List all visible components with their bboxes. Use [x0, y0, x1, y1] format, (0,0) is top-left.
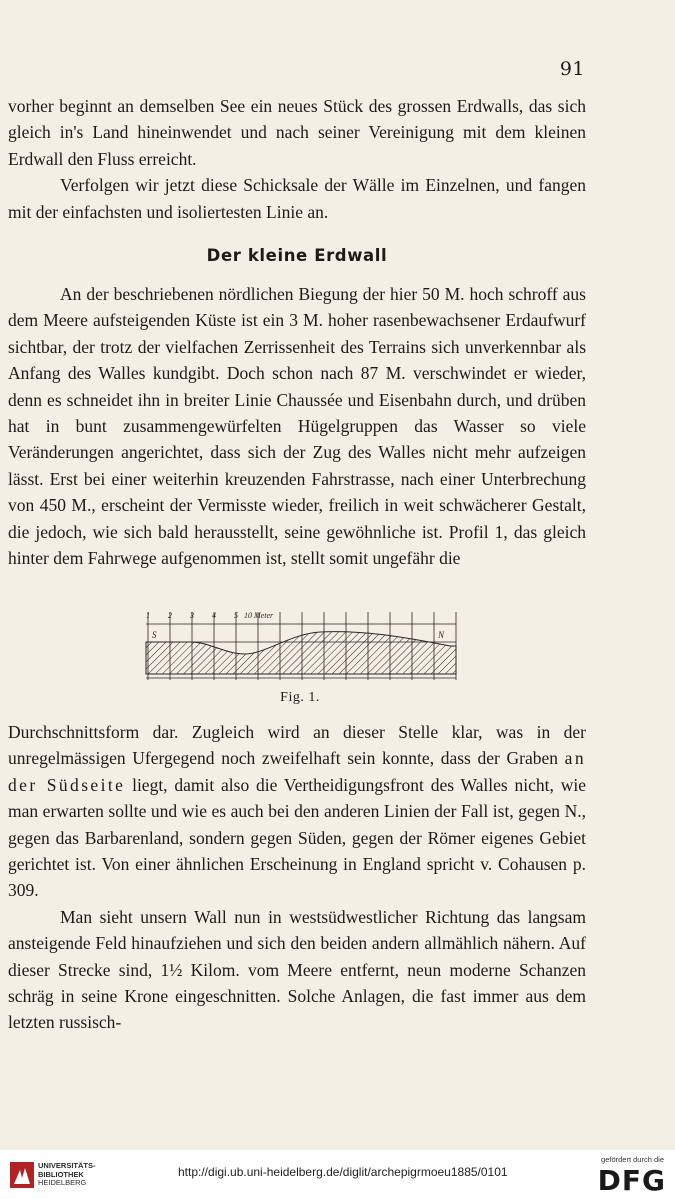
paragraph-top-2: Verfolgen wir jetzt diese Schicksale der Wälle im Einzelnen, und fangen mit der einfachsten und isoliertesten Linie an. [8, 175, 586, 222]
scale-label: 10 Meter [244, 611, 274, 620]
dfg-logo: DFG [597, 1164, 666, 1197]
scale-tick-3: 3 [190, 611, 194, 620]
ground-profile [146, 632, 456, 674]
scale-tick-2: 2 [168, 611, 172, 620]
paragraph-after-figure-part2: liegt, damit also die Vertheidigungsfront des Walles nicht, wie man erwarten sollte und wie es auch bei den anderen Linien der Fall ist, gegen N., gegen das Barbarenland, sondern gegen Süden, gegen der Römer eigenes Gebiet gerichtet ist. Von einer ähnlichen Erscheinung in England spricht v. Cohausen p. 309. [8, 774, 586, 901]
text-main [8, 281, 586, 571]
section-heading: Der kleine Erdwall [206, 246, 388, 265]
university-library-logo-icon [8, 1160, 36, 1190]
label-north: N [438, 630, 445, 640]
paragraph-after-figure-part1: Durchschnittsform dar. Zugleich wird an dieser Stelle klar, was in der unregelmässigen Ufergegend noch zweifelhaft sein konnte, dass der Graben [8, 722, 586, 769]
funded-by-label: gefördert durch die [601, 1155, 664, 1164]
footer-bar [0, 1150, 675, 1199]
paragraph-after-figure [8, 719, 586, 904]
profile-figure [140, 604, 460, 684]
figure-caption: Fig. 1. [280, 690, 320, 705]
page-number: 91 [559, 58, 585, 80]
label-south: S [152, 630, 157, 640]
text-top [8, 93, 586, 225]
paragraph-last: Man sieht unsern Wall nun in westsüdwestlicher Richtung das langsam ansteigende Feld hinaufziehen und sich den beiden andern allmählich nähern. Auf dieser Strecke sind, 1½ Kilom. vom Meere entfernt, neun moderne Schanzen schräg in seine Krone eingeschnitten. Solche Anlagen, die fast immer aus dem letzten russisch- [8, 906, 586, 1033]
scale-tick-1: 1 [146, 611, 150, 620]
text-after-figure [8, 719, 586, 1036]
scale-tick-5: 5 [234, 611, 238, 620]
scale-tick-4: 4 [212, 611, 216, 620]
emphasis-suedseite: an der Südseite [8, 748, 586, 795]
paragraph-top-1: vorher beginnt an demselben See ein neues Stück des grossen Erdwalls, das sich gleich in's Land hineinwendet und nach seiner Vereinigung mit dem kleinen Erdwall den Fluss erreicht. [8, 96, 586, 169]
permalink-url[interactable]: http://digi.ub.uni-heidelberg.de/diglit/archepigrmoeu1885/0101 [178, 1165, 508, 1179]
profile-diagram [140, 604, 460, 684]
library-name: UNIVERSITÄTS- BIBLIOTHEK HEIDELBERG [38, 1161, 96, 1188]
paragraph-main: An der beschriebenen nördlichen Biegung der hier 50 M. hoch schroff aus dem Meere aufsteigenden Küste ist ein 3 M. hoher rasenbewachsener Erdaufwurf sichtbar, der trotz der vielfachen Zerrissenheit des Terrains sich unverkennbar als Anfang des Walles kundgibt. Doch schon nach 87 M. verschwindet er wieder, denn es schneidet ihn in breiter Linie Chaussée und Eisenbahn durch, und drüben hat in bunt zusammengewürfelten Hügelgruppen das Wasser so viele Veränderungen angerichtet, dass sich der Zug des Walles nicht mehr aufzeigen lässt. Erst bei einer weiterhin kreuzenden Fahrstrasse, nach einer Unterbrechung von 450 M., erscheint der Vermisste wieder, freilich in weit schwächerer Gestalt, die jedoch, wie sich bald herausstellt, seine gewöhnliche ist. Profil 1, das gleich hinter dem Fahrwege aufgenommen ist, stellt somit ungefähr die [8, 284, 586, 569]
